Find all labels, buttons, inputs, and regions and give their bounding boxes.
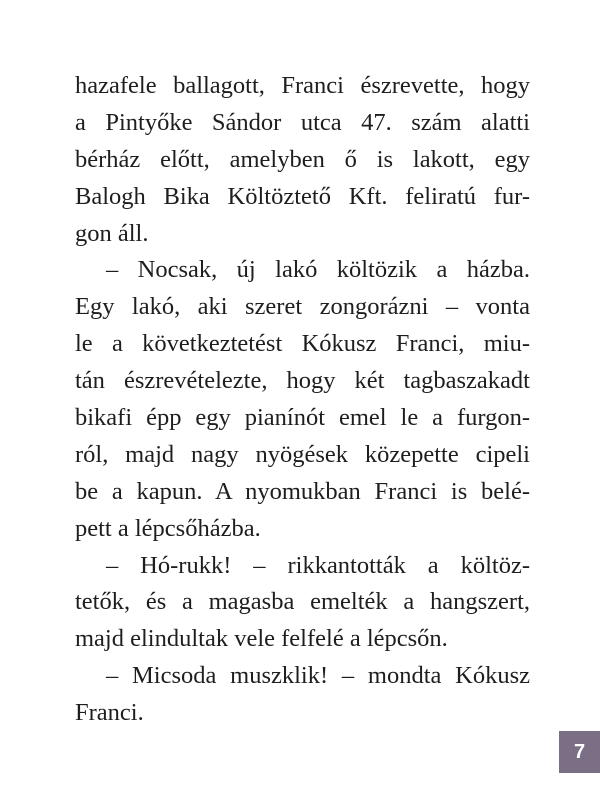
text-line: le a következtetést Kókusz Franci, miu- — [75, 330, 530, 358]
page-number: 7 — [573, 740, 586, 763]
text-line: Franci. — [75, 699, 144, 727]
text-line: – Nocsak, új lakó költözik a házba. — [106, 256, 530, 284]
text-line: tán észrevételezte, hogy két tagbaszakadt — [75, 367, 530, 395]
text-line: pett a lépcsőházba. — [75, 514, 261, 542]
text-line: majd elindultak vele felfelé a lépcsőn. — [75, 625, 448, 653]
text-line: bérház előtt, amelyben ő is lakott, egy — [75, 145, 530, 173]
text-line: a Pintyőke Sándor utca 47. szám alatti — [75, 108, 530, 136]
text-line: – Hó-rukk! – rikkantották a költöz- — [106, 551, 530, 579]
text-line: Egy lakó, aki szeret zongorázni – vonta — [75, 293, 530, 321]
text-line: Balogh Bika Költöztető Kft. feliratú fur- — [75, 182, 530, 210]
text-line: gon áll. — [75, 219, 149, 247]
text-line: be a kapun. A nyomukban Franci is belé- — [75, 477, 530, 505]
text-line: – Micsoda muszklik! – mondta Kókusz — [106, 662, 530, 690]
page-number-badge — [559, 731, 600, 773]
text-line: ról, majd nagy nyögések közepette cipeli — [75, 440, 530, 468]
text-line: hazafele ballagott, Franci észrevette, hogy — [75, 72, 530, 99]
page-body-text — [75, 68, 530, 732]
text-line: bikafi épp egy pianínót emel le a furgon- — [75, 404, 530, 432]
text-line: tetők, és a magasba emelték a hangszert, — [75, 588, 530, 616]
